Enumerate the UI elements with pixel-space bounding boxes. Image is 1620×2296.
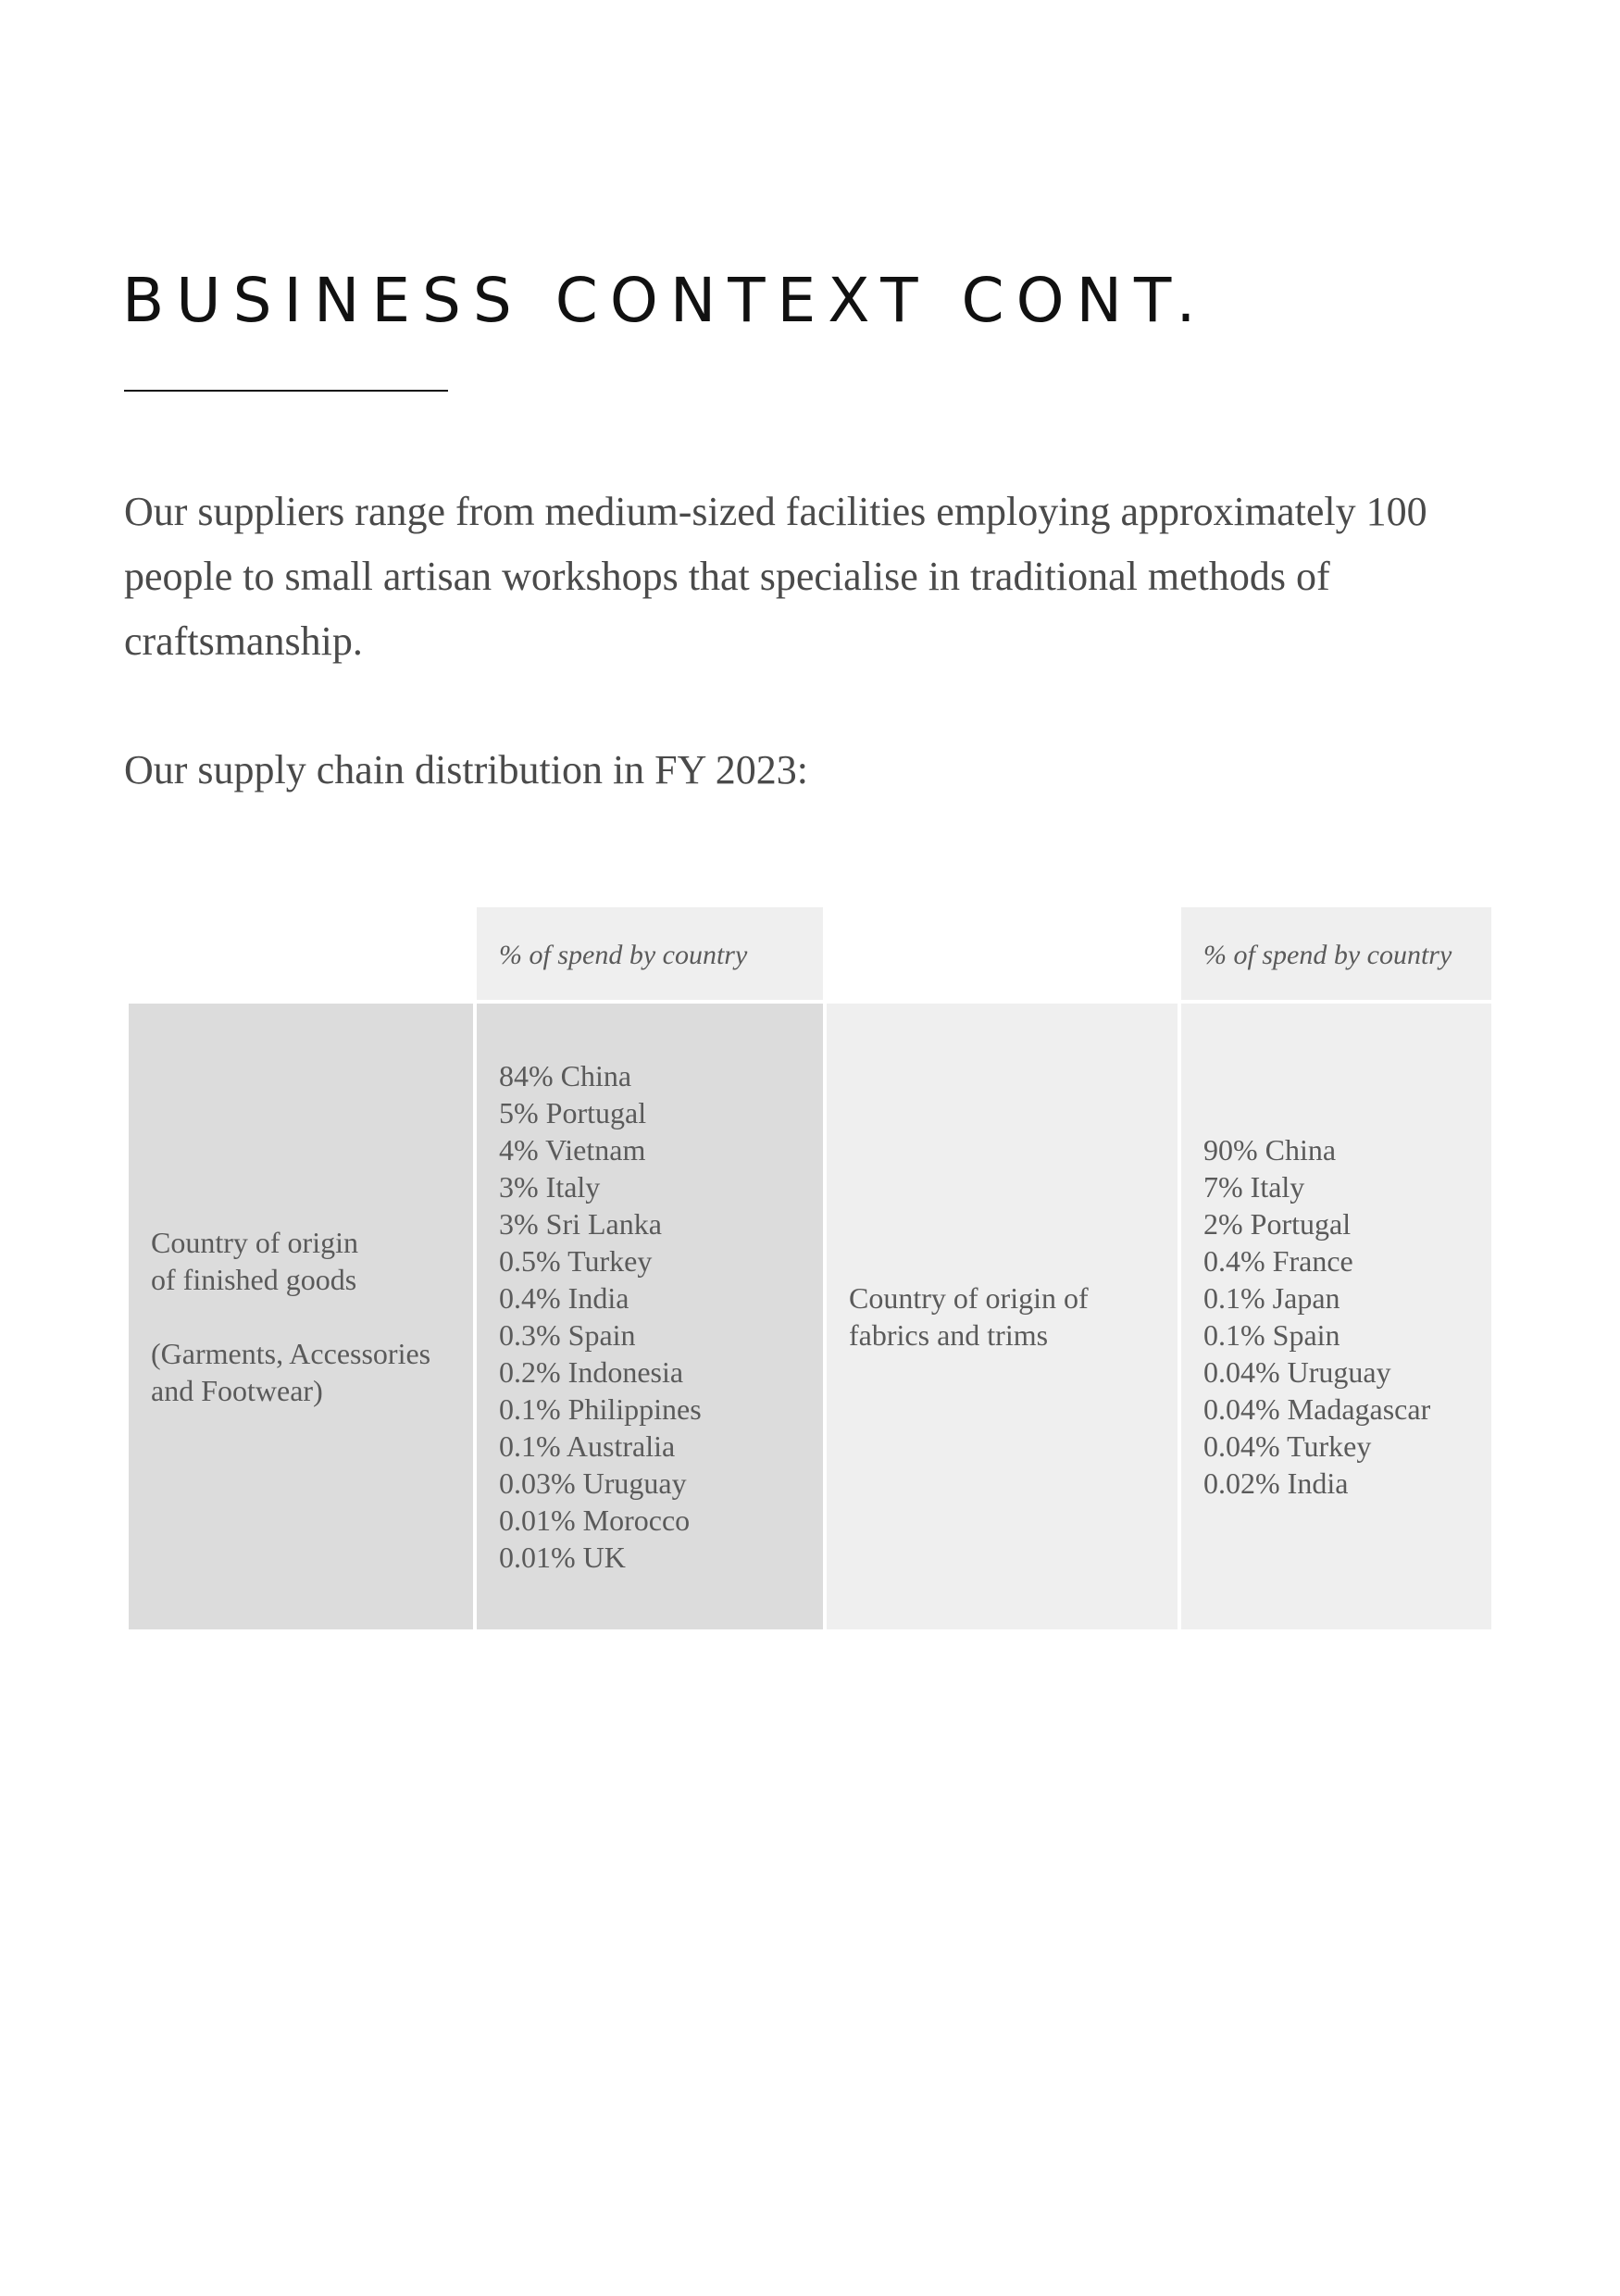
country-share-item: 0.04% Uruguay xyxy=(1203,1355,1391,1389)
finished-goods-note-line-1: (Garments, Accessories xyxy=(151,1337,431,1370)
country-share-item: 0.1% Spain xyxy=(1203,1318,1340,1352)
finished-goods-label-line-1: Country of origin xyxy=(151,1226,358,1259)
country-share-item: 3% Sri Lanka xyxy=(499,1207,662,1241)
country-share-item: 3% Italy xyxy=(499,1170,601,1204)
country-share-item: 2% Portugal xyxy=(1203,1207,1352,1241)
fabrics-trims-label-line-1: Country of origin of xyxy=(849,1281,1089,1315)
column-header-finished-goods: % of spend by country xyxy=(477,907,823,1000)
fabrics-trims-label-line-2: fabrics and trims xyxy=(849,1318,1049,1352)
country-share-item: 5% Portugal xyxy=(499,1096,647,1129)
intro-paragraph: Our suppliers range from medium-sized facilities employing approximately 100 people to small artisan workshops that specialise in traditional methods of craftsmanship. xyxy=(124,489,1427,664)
title-underline xyxy=(124,390,448,392)
country-share-item: 0.1% Japan xyxy=(1203,1281,1340,1315)
finished-goods-label-line-2: of finished goods xyxy=(151,1263,357,1296)
country-share-item: 0.5% Turkey xyxy=(499,1244,653,1278)
page-title: BUSINESS CONTEXT CONT. xyxy=(122,265,1208,336)
country-share-item: 0.04% Turkey xyxy=(1203,1429,1372,1463)
column-header-fabrics-trims: % of spend by country xyxy=(1181,907,1491,1000)
finished-goods-values-cell xyxy=(477,1004,823,1629)
country-share-item: 90% China xyxy=(1203,1133,1337,1167)
finished-goods-country-list xyxy=(499,1057,823,1576)
country-share-item: 0.04% Madagascar xyxy=(1203,1392,1431,1426)
label-spacer xyxy=(151,1298,473,1335)
country-share-item: 7% Italy xyxy=(1203,1170,1305,1204)
country-share-item: 0.01% UK xyxy=(499,1541,626,1574)
finished-goods-label-cell xyxy=(129,1004,473,1629)
country-share-item: 0.1% Philippines xyxy=(499,1392,702,1426)
country-share-item: 84% China xyxy=(499,1059,632,1092)
finished-goods-note-line-2: and Footwear) xyxy=(151,1374,323,1407)
country-share-item: 0.4% France xyxy=(1203,1244,1353,1278)
country-share-item: 0.2% Indonesia xyxy=(499,1355,684,1389)
supply-chain-subhead: Our supply chain distribution in FY 2023: xyxy=(124,747,809,792)
fabrics-trims-label-cell xyxy=(827,1004,1178,1629)
fabrics-trims-country-list xyxy=(1203,1131,1491,1502)
country-share-item: 0.1% Australia xyxy=(499,1429,676,1463)
country-share-item: 0.4% India xyxy=(499,1281,629,1315)
fabrics-trims-values-cell xyxy=(1181,1004,1491,1629)
country-share-item: 0.3% Spain xyxy=(499,1318,636,1352)
country-share-item: 0.03% Uruguay xyxy=(499,1466,687,1500)
country-share-item: 4% Vietnam xyxy=(499,1133,646,1167)
country-share-item: 0.02% India xyxy=(1203,1466,1349,1500)
country-share-item: 0.01% Morocco xyxy=(499,1504,691,1537)
